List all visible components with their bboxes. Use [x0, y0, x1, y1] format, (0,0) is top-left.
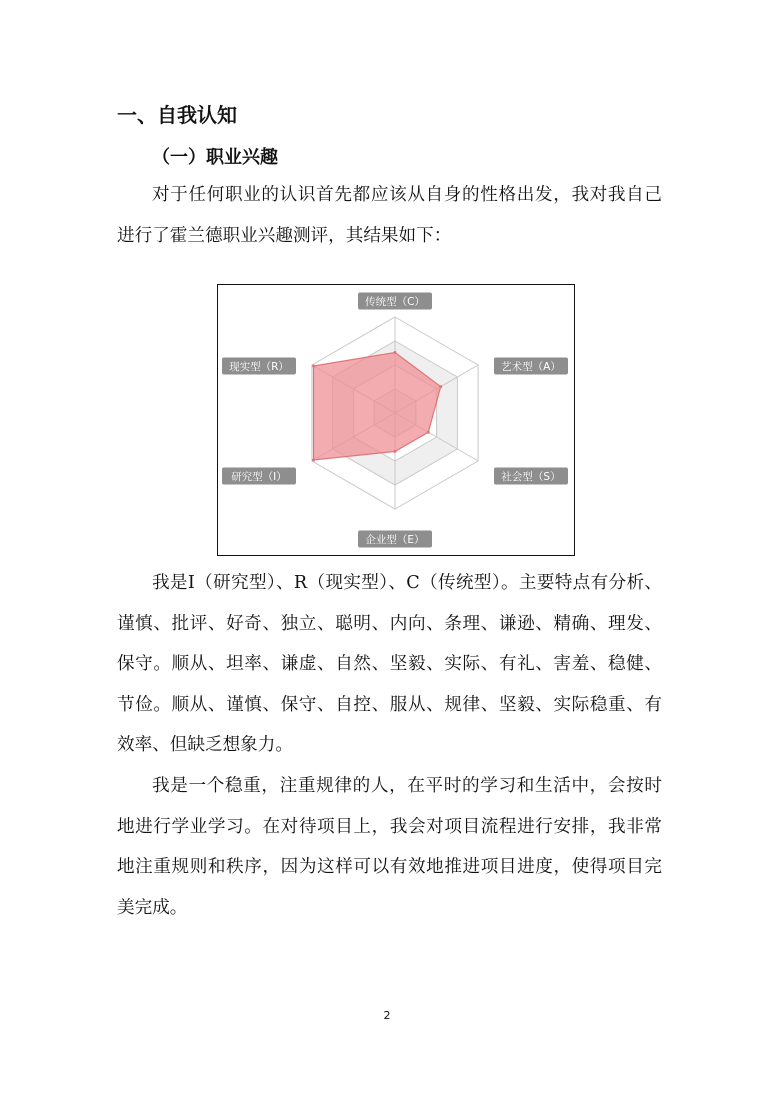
page-number: 2: [383, 1009, 391, 1022]
radar-data-point: [439, 385, 442, 388]
axis-label-text: 研究型（I）: [231, 471, 287, 483]
radar-data-point: [394, 351, 397, 354]
axis-label-text: 社会型（S）: [501, 471, 561, 483]
subsection-heading: （一）职业兴趣: [152, 147, 278, 168]
radar-data-point: [312, 459, 315, 462]
radar-chart: [217, 284, 575, 556]
radar-chart-svg: [218, 285, 574, 555]
traits-paragraph: 我是I（研究型）、R（现实型）、C（传统型）。主要特点有分析、谨慎、批评、好奇、独立、聪明、内向、条理、谦逊、精确、理发、保守。顺从、坦率、谦虚、自然、坚毅、实际、有礼、害羞、稳健、节俭。顺从、谨慎、保守、自控、服从、规律、坚毅、实际稳重、有效率、但缺乏想象力。: [117, 573, 662, 756]
axis-label-text: 传统型（C）: [365, 296, 425, 308]
intro-paragraph: 对于任何职业的认识首先都应该从自身的性格出发，我对我自己进行了霍兰德职业兴趣测评，其结果如下：: [117, 185, 662, 246]
radar-data-point: [427, 431, 430, 434]
section-heading: 一、自我认知: [117, 103, 237, 127]
axis-label-text: 企业型（E）: [365, 534, 425, 546]
axis-label-text: 艺术型（A）: [501, 361, 561, 373]
axis-label-text: 现实型（R）: [229, 361, 289, 373]
radar-data-point: [312, 364, 315, 367]
radar-data-point: [394, 450, 397, 453]
personality-paragraph: 我是一个稳重，注重规律的人，在平时的学习和生活中，会按时地进行学业学习。在对待项目上，我会对项目流程进行安排，我非常地注重规则和秩序，因为这样可以有效地推进项目进度，使得项目完美完成。: [117, 776, 662, 918]
